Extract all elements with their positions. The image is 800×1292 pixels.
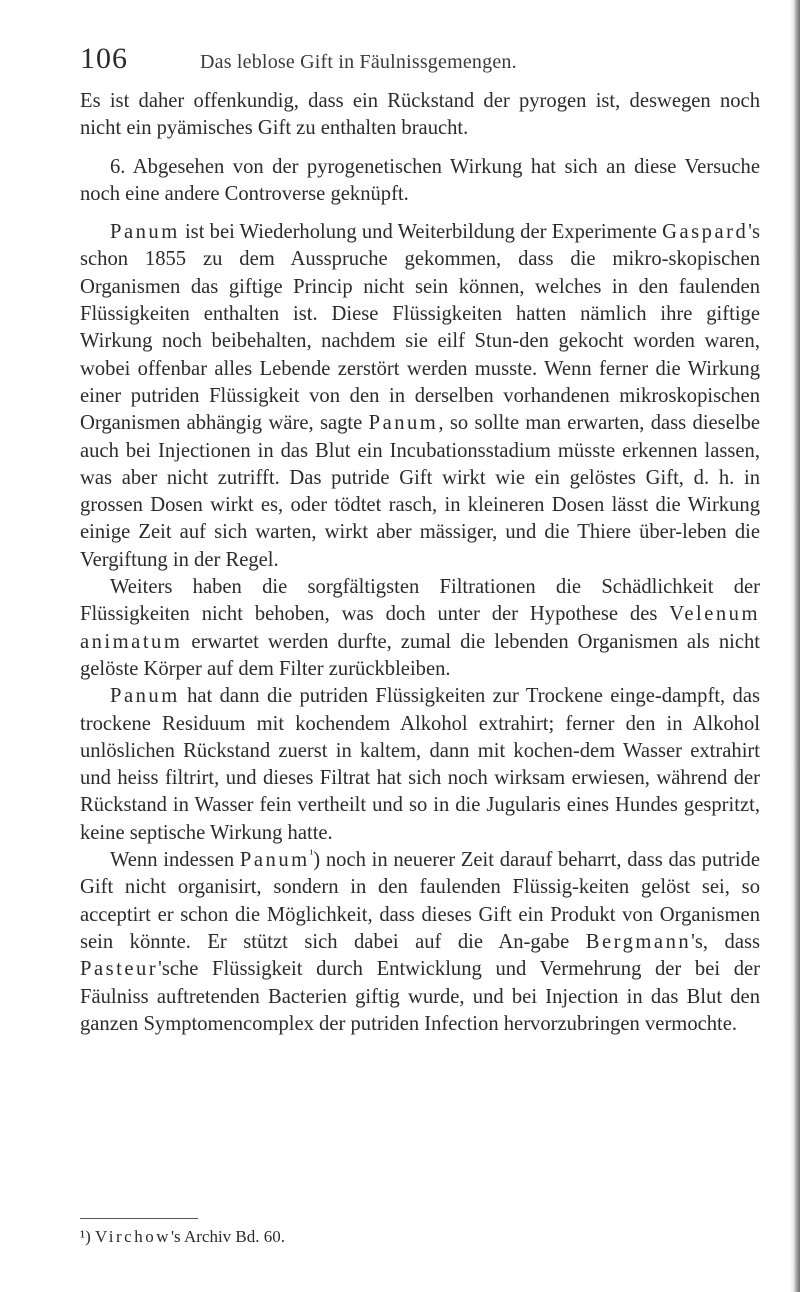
body-text [80,88,760,1038]
page-header [80,42,760,78]
text-segment: ) noch in neuerer Zeit darauf beharrt, dass das putride Gift nicht organisirt, sondern in den faulenden Flüssig-keiten gelöst sei, so acceptirt er schon die Möglichkeit, dass dieses Gift ein Produkt von Organismen sein könnte. Er stützt sich dabei auf die An-gabe [80,849,760,953]
person-name: Panum [110,685,180,708]
running-title: Das leblose Gift in Fäulnissgemengen. [200,51,517,73]
text-segment: , so sollte man erwarten, dass dieselbe auch bei Injectionen in das Blut ein Incubationsstadium müsste erkennen lassen, was aber nicht zutrifft. Das putride Gift wirkt wie ein gelöstes Gift, d. h. in grossen Dosen wirkt es, oder tödtet rasch, in kleineren Dosen lässt die Wirkung einige Zeit auf sich warten, wirkt aber mässiger, und die Thiere über-leben die Vergiftung in der Regel. [80,412,760,571]
text-segment: Weiters haben die sorgfältigsten Filtrationen die Schädlichkeit der Flüssigkeiten nicht behoben, was doch unter der Hypothese des [80,576,760,626]
person-name: Bergmann [585,930,692,953]
text-segment: erwartet werden durfte, zumal die lebenden Organismen als nicht gelöste Körper auf dem Filter zurückbleiben. [80,630,760,680]
person-name: Pasteur [80,958,159,981]
person-name: Velenum animatum [80,603,760,653]
text-segment: Wenn indessen [110,849,240,872]
text-segment: 6. Abgesehen von der pyrogenetischen Wirkung hat sich an diese Versuche noch eine andere Controverse geknüpft. [80,155,760,205]
text-segment: 's, dass [691,930,760,953]
text-segment: ist bei Wiederholung und Weiterbildung der Experimente [179,221,663,244]
footnote-divider [80,1218,198,1219]
paragraph [80,219,760,574]
paragraph [80,847,760,1038]
paragraph-gap [80,208,760,219]
footnote-marker: ¹) [80,1227,91,1246]
paragraph [80,88,760,143]
person-name: Panum [368,412,439,435]
page-number: 106 [80,42,128,75]
paragraph-gap [80,143,760,154]
text-segment: Es ist daher offenkundig, dass ein Rückstand der pyrogen ist, deswegen noch nicht ein pyämisches Gift zu enthalten braucht. [80,90,760,140]
person-name: Panum [239,849,310,872]
footnote [80,1226,285,1248]
footnote-ref: ¹ [309,847,314,862]
person-name: Gaspard [662,221,749,244]
paragraph [80,154,760,209]
text-segment: 'sche Flüssigkeit durch Entwicklung und Vermehrung der bei der Fäulniss auftretenden Bacterien giftig wurde, und bei Injection in das Blut den ganzen Symptomencomplex der putriden Infection hervorzubringen vermochte. [80,958,760,1035]
page-edge-shadow [790,0,800,1292]
text-segment: 's schon 1855 zu dem Ausspruche gekommen, dass die mikro-skopischen Organismen das giftige Princip nicht sein können, welches in den faulenden Flüssigkeiten enthalten ist. Diese Flüssigkeiten hatten nämlich ihre giftige Wirkung noch beibehalten, nachdem sie eilf Stun-den gekocht worden waren, wobei offenbar alles Lebende zerstört werden musste. Wenn ferner die Wirkung einer putriden Flüssigkeit von den in derselben vorhandenen mikroskopischen Organismen abhängig wäre, sagte [80,221,760,435]
footnote-author: Virchow [95,1227,171,1246]
footnote-text: 's Archiv Bd. 60. [170,1227,286,1246]
person-name: Panum [110,221,180,244]
paragraph [80,574,760,683]
paragraph [80,683,760,847]
text-segment: hat dann die putriden Flüssigkeiten zur Trockene einge-dampft, das trockene Residuum mit kochendem Alkohol extrahirt; ferner den in Alkohol unlöslichen Rückstand zuerst in kaltem, dann mit kochen-dem Wasser extrahirt und heiss filtrirt, und dieses Filtrat hat sich noch wirksam erwiesen, während der Rückstand in Wasser fein vertheilt und so in die Jugularis eines Hundes gespritzt, keine septische Wirkung hatte. [80,685,760,844]
